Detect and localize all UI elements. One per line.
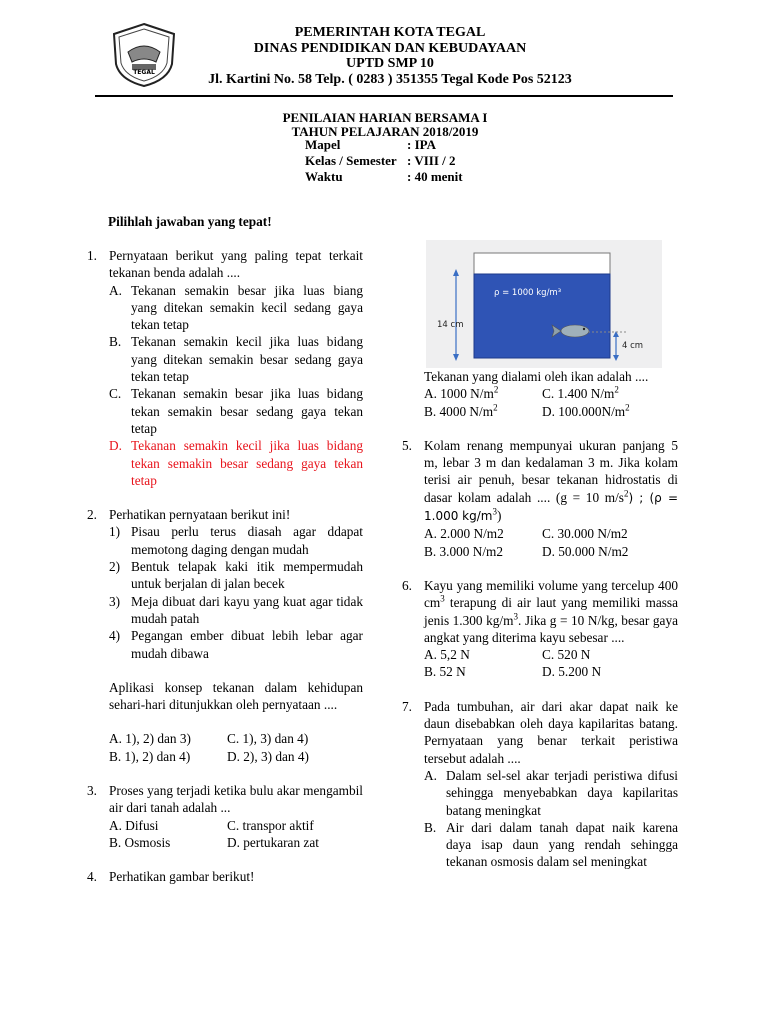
q4-option-a[interactable] <box>424 385 542 402</box>
q1-option-b[interactable] <box>109 333 363 385</box>
q1-option-d-correct[interactable] <box>109 437 363 489</box>
right-column <box>402 368 678 871</box>
q1-c-letter: C. <box>109 386 122 402</box>
q6-option-a[interactable]: A. 5,2 N <box>424 647 470 663</box>
q6-option-d[interactable]: D. 5.200 N <box>542 664 602 680</box>
header-school: UPTD SMP 10 <box>346 56 434 71</box>
q7-text: Pada tumbuhan, air dari akar dapat naik ke daun disebabkan oleh daya kapilaritas batang. Pernyataan yang benar terkait peristiwa tersebut adalah .... <box>424 698 678 766</box>
q3-option-d[interactable]: D. pertukaran zat <box>227 834 319 850</box>
q3-option-b[interactable]: B. Osmosis <box>109 834 171 850</box>
q2-s2-num: 2) <box>109 559 121 575</box>
q6-number: 6. <box>402 577 412 593</box>
q2-statement-3 <box>109 593 363 628</box>
kelas-value: : VIII / 2 <box>407 153 456 168</box>
header-divider <box>95 95 673 97</box>
q4-c-sup: 2 <box>614 384 619 395</box>
q6-text-2: terapung di air laut yang memiliki massa jenis 1.300 kg/m <box>424 595 678 628</box>
logo-text: TEGAL <box>133 69 155 76</box>
q2-text: Perhatikan pernyataan berikut ini! <box>109 507 291 523</box>
mapel-value: : IPA <box>407 137 437 152</box>
q4-c-text: C. 1.400 N/m <box>542 386 615 402</box>
left-column <box>87 247 363 886</box>
instruction: Pilihlah jawaban yang tepat! <box>108 214 272 229</box>
q5-option-d[interactable]: D. 50.000 N/m2 <box>542 543 629 559</box>
q7-b-letter: B. <box>424 819 437 835</box>
exam-year: TAHUN PELAJARAN 2018/2019 <box>291 124 479 139</box>
q1-a-text: Tekanan semakin besar jika luas biang yang ditekan semakin kecil sedang gaya tekan tetap <box>131 282 363 333</box>
q4-a-sup: 2 <box>493 384 499 395</box>
q5-option-b[interactable]: B. 3.000 N/m2 <box>424 543 504 559</box>
q1-text: Pernyataan berikut yang paling tepat terkait tekanan benda adalah .... <box>109 248 363 281</box>
q2-option-a[interactable]: A. 1), 2) dan 3) <box>109 731 191 747</box>
waktu-value: : 40 menit <box>407 169 463 184</box>
q2-s2-text: Bentuk telapak kaki itik mempermudah untuk berjalan di jalan becek <box>131 559 363 592</box>
q6-cu-1: 3 <box>440 593 445 604</box>
q4-option-c[interactable] <box>542 385 619 402</box>
q4-ask: Tekanan yang dialami oleh ikan adalah .... <box>424 369 649 384</box>
q5-text-2: .... (g = 10 m/s <box>536 489 624 505</box>
q5-cu: 3 <box>492 506 497 517</box>
q1-number: 1. <box>87 248 97 263</box>
q2-option-b[interactable]: B. 1), 2) dan 4) <box>109 748 191 764</box>
header-address: Jl. Kartini No. 58 Telp. ( 0283 ) 351355 Tegal Kode Pos 52123 <box>208 72 572 87</box>
q6-cu-2: 3 <box>513 611 518 622</box>
q2-paragraph: Aplikasi konsep tekanan dalam kehidupan sehari-hari ditunjukkan oleh pernyataan .... <box>109 679 363 713</box>
depth-total-label: 14 cm <box>437 320 464 330</box>
q7-a-text: Dalam sel-sel akar terjadi peristiwa difusi sehingga menyebabkan daya kapilaritas batang meningkat <box>446 767 678 818</box>
q5-option-c[interactable]: C. 30.000 N/m2 <box>542 526 628 542</box>
q6-text-1: Kayu yang memiliki volume yang tercelup 400 cm <box>424 577 678 611</box>
meta-waktu <box>305 169 463 185</box>
q2-s4-text: Pegangan ember dibuat lebih lebar agar mudah dibawa <box>131 628 363 661</box>
q7-b-text: Air dari dalam tanah dapat naik karena daya isap daun yang rendah sehingga tekanan osmosis dalam sel meningkat <box>446 819 678 870</box>
q2-s1-num: 1) <box>109 524 121 540</box>
question-5 <box>402 437 678 525</box>
question-2 <box>87 506 363 523</box>
waktu-label: Waktu <box>305 169 343 184</box>
q1-option-a[interactable] <box>109 282 363 334</box>
q5-sq: 2 <box>623 488 629 499</box>
q4-option-b[interactable] <box>424 403 542 420</box>
q6-option-b[interactable]: B. 52 N <box>424 664 466 680</box>
q4-d-sup: 2 <box>625 402 630 413</box>
q4-b-text: B. 4000 N/m <box>424 403 494 419</box>
question-7 <box>402 698 678 767</box>
q1-option-c[interactable] <box>109 385 363 437</box>
q6-option-c[interactable]: C. 520 N <box>542 647 591 663</box>
depth-fish-label: 4 cm <box>622 341 644 351</box>
q4-d-text: D. 100.000N/m <box>542 403 626 419</box>
q5-option-a[interactable]: A. 2.000 N/m2 <box>424 526 504 542</box>
header-dept: DINAS PENDIDIKAN DAN KEBUDAYAAN <box>253 41 527 56</box>
q2-statement-1 <box>109 523 363 558</box>
density-label: ρ = 1000 kg/m³ <box>494 288 562 298</box>
q4-text: Perhatikan gambar berikut! <box>109 869 255 885</box>
q2-option-d[interactable]: D. 2), 3) dan 4) <box>227 748 309 764</box>
mapel-label: Mapel <box>305 137 341 152</box>
q2-s3-num: 3) <box>109 593 121 609</box>
meta-mapel <box>305 137 436 153</box>
kelas-label: Kelas / Semester <box>305 153 397 168</box>
q1-d-text: Tekanan semakin kecil jika luas bidang tekan semakin besar sedang gaya tekan tetap <box>131 438 363 488</box>
q4-number: 4. <box>87 869 97 885</box>
header-gov: PEMERINTAH KOTA TEGAL <box>294 25 486 40</box>
q1-d-letter: D. <box>109 438 122 454</box>
q3-number: 3. <box>87 783 97 799</box>
q2-s3-text: Meja dibuat dari kayu yang kuat agar tidak mudah patah <box>131 593 363 626</box>
q1-a-letter: A. <box>109 282 122 298</box>
q1-b-text: Tekanan semakin kecil jika luas bidang yang ditekan semakin besar sedang gaya tekan tetap <box>131 334 363 385</box>
q7-number: 7. <box>402 698 412 714</box>
q5-text: Kolam renang mempunyai ukuran panjang 5 m, lebar 3 m dan kedalaman 3 m. Jika kolam terisi air penuh, besar tekanan hidrostatis di dasar kolam adalah <box>424 437 678 505</box>
question-3 <box>87 782 363 817</box>
question-1 <box>87 247 363 282</box>
pool-figure <box>426 240 662 368</box>
q2-statement-4 <box>109 627 363 662</box>
q7-option-b[interactable] <box>424 819 678 871</box>
q1-b-letter: B. <box>109 334 122 350</box>
q3-option-a[interactable]: A. Difusi <box>109 817 159 833</box>
q2-statement-2 <box>109 558 363 593</box>
q4-option-d[interactable] <box>542 403 630 420</box>
meta-kelas <box>305 153 456 169</box>
q7-option-a[interactable] <box>424 767 678 819</box>
q4-b-sup: 2 <box>493 402 498 413</box>
question-6 <box>402 577 678 646</box>
q3-text: Proses yang terjadi ketika bulu akar mengambil air dari tanah adalah ... <box>109 783 363 816</box>
q2-s4-num: 4) <box>109 628 121 644</box>
exam-title: PENILAIAN HARIAN BERSAMA I <box>282 110 488 125</box>
q2-option-c[interactable]: C. 1), 3) dan 4) <box>227 731 309 747</box>
q1-c-text: Tekanan semakin besar jika luas bidang tekan semakin besar sedang gaya tekan tetap <box>131 386 363 436</box>
q2-number: 2. <box>87 507 97 523</box>
q2-s1-text: Pisau perlu terus diasah agar ddapat memotong daging dengan mudah <box>131 524 363 557</box>
question-4 <box>87 868 363 885</box>
q5-number: 5. <box>402 437 412 453</box>
q6-text-3: . Jika g = 10 N/kg, besar gaya angkat yang diterima kayu sebesar .... <box>424 612 679 645</box>
q4-a-text: A. 1000 N/m <box>424 386 494 402</box>
q7-a-letter: A. <box>424 767 437 783</box>
q5-text-4: ) <box>496 508 502 524</box>
q3-option-c[interactable]: C. transpor aktif <box>227 817 314 833</box>
q5-text-3: ) ; (ρ = 1.000 kg/m <box>424 490 678 524</box>
